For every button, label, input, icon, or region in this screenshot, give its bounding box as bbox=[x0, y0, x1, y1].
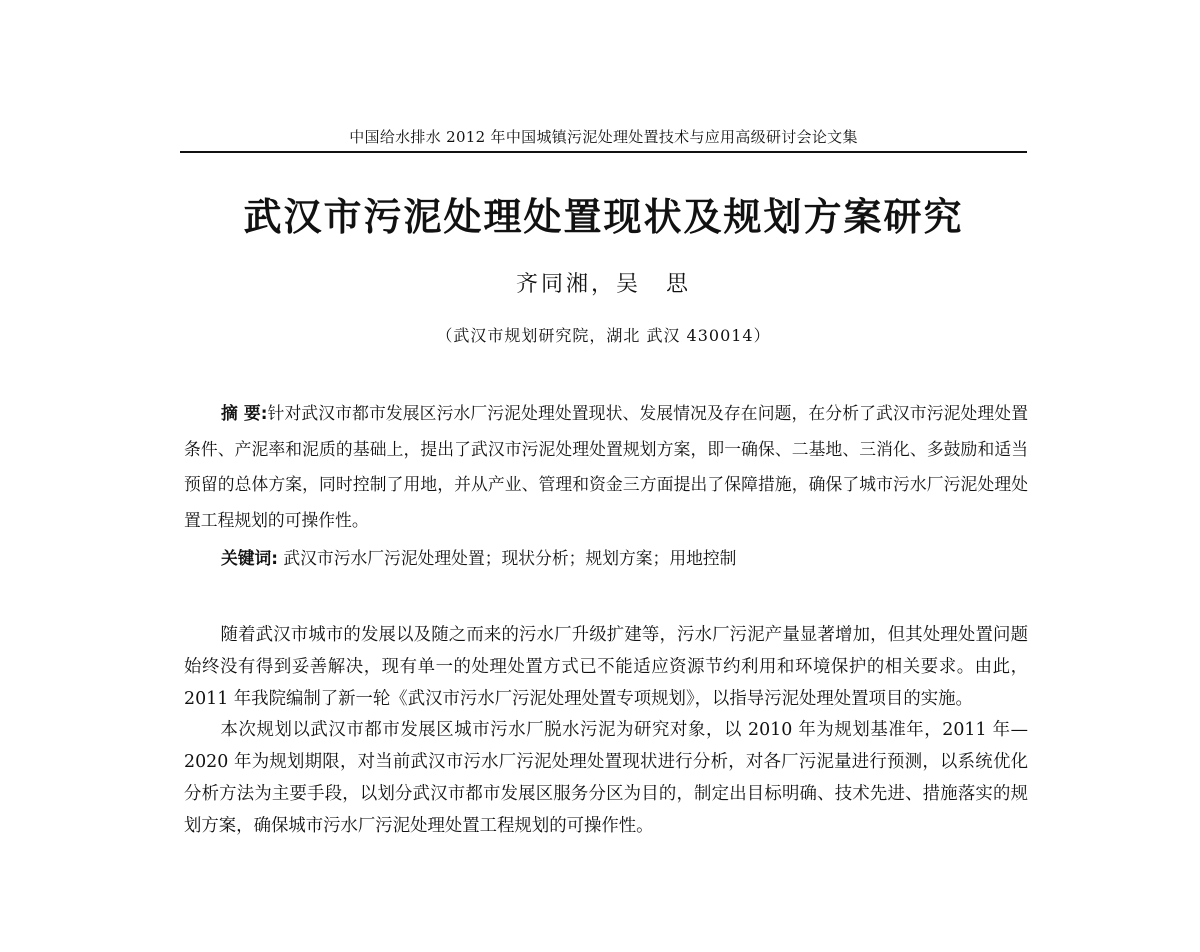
abstract-text: 针对武汉市都市发展区污水厂污泥处理处置现状、发展情况及存在问题，在分析了武汉市污泥处理处置条件、产泥率和泥质的基础上，提出了武汉市污泥处理处置规划方案，即一确保、二基地、三消化、多鼓励和适当预留的总体方案，同时控制了用地，并从产业、管理和资金三方面提出了保障措施，确保了城市污水厂污泥处理处置工程规划的可操作性。 bbox=[184, 403, 1028, 530]
keywords-label: 关键词: bbox=[220, 548, 279, 568]
body-text bbox=[184, 620, 1028, 843]
body-paragraph: 本次规划以武汉市都市发展区城市污水厂脱水污泥为研究对象，以 2010 年为规划基准年，2011 年—2020 年为规划期限，对当前武汉市污水厂污泥处理处置现状进行分析，对各厂污泥量进行预测，以系统优化分析方法为主要手段，以划分武汉市都市发展区服务分区为目的，制定出目标明确、技术先进、措施落实的规划方案，确保城市污水厂污泥处理处置工程规划的可操作性。 bbox=[184, 720, 1028, 836]
abstract-label: 摘 要: bbox=[220, 403, 268, 423]
affiliation: （武汉市规划研究院，湖北 武汉 430014） bbox=[436, 326, 771, 345]
paper-title: 武汉市污泥处理处置现状及规划方案研究 bbox=[243, 195, 964, 239]
keywords bbox=[184, 543, 1028, 573]
abstract bbox=[184, 396, 1028, 538]
authors: 齐同湘，吴 思 bbox=[515, 272, 691, 297]
body-paragraph: 随着武汉市城市的发展以及随之而来的污水厂升级扩建等，污水厂污泥产量显著增加，但其处理处置问题始终没有得到妥善解决，现有单一的处理处置方式已不能适应资源节约利用和环境保护的相关要求。由此，2011 年我院编制了新一轮《武汉市污水厂污泥处理处置专项规划》，以指导污泥处理处置项目的实施。 bbox=[184, 625, 1028, 709]
keywords-text: 武汉市污水厂污泥处理处置；现状分析；规划方案；用地控制 bbox=[283, 548, 737, 568]
header-rule bbox=[180, 151, 1027, 153]
running-header: 中国给水排水 2012 年中国城镇污泥处理处置技术与应用高级研讨会论文集 bbox=[349, 128, 858, 146]
